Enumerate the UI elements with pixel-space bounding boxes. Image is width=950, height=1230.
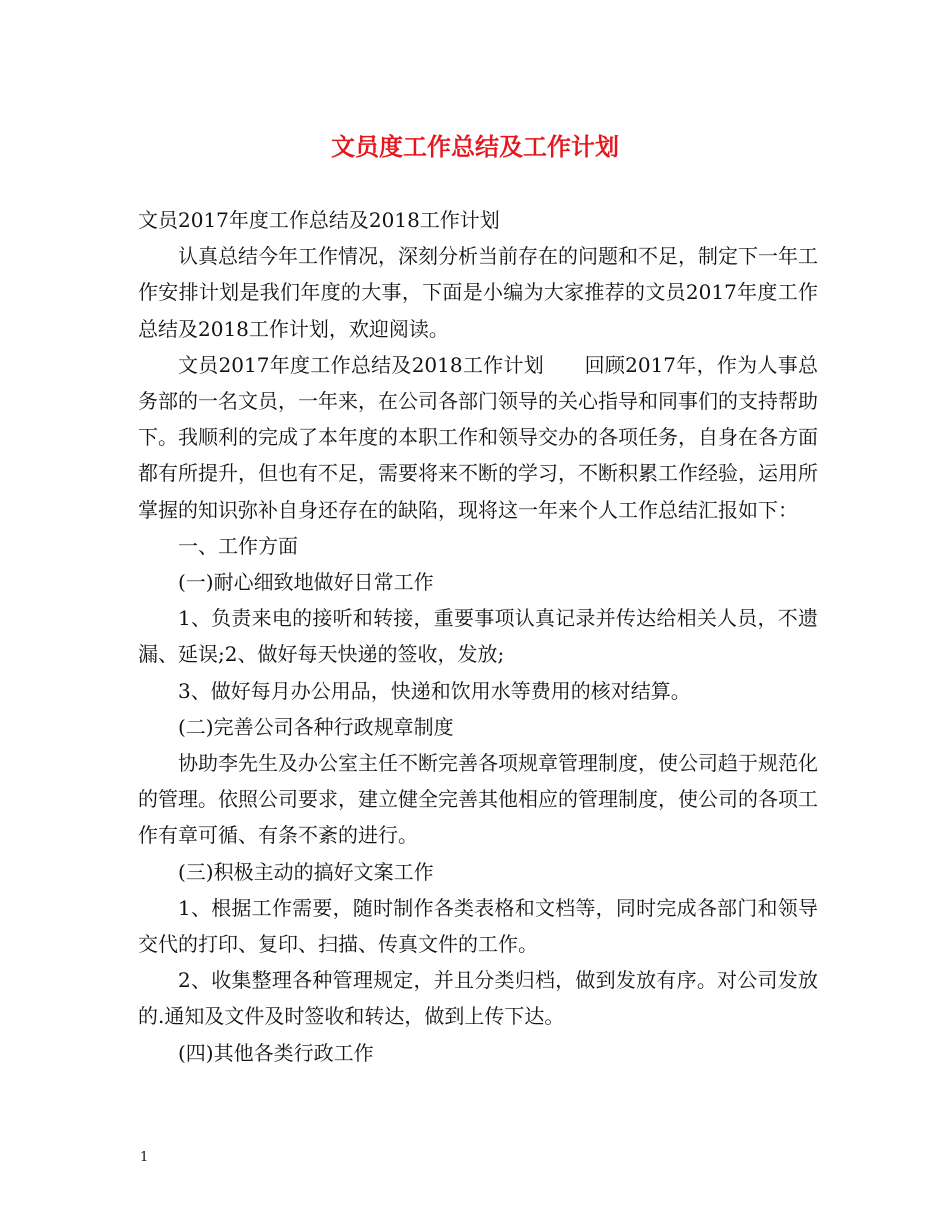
- paragraph-daily-item-3: 3、做好每月办公用品，快递和饮用水等费用的核对结算。: [178, 678, 691, 703]
- paragraph-documents-item-2: 2、收集整理各种管理规定，并且分类归档，做到发放有序。对公司发放的.通知及文件及时签收和转达，做到上传下达。: [138, 968, 818, 1029]
- section-heading-work: 一、工作方面: [178, 533, 298, 558]
- page-number: 1: [140, 1150, 149, 1165]
- subsection-heading-regulations: (二)完善公司各种行政规章制度: [178, 714, 454, 739]
- paragraph-regulations: 协助李先生及办公室主任不断完善各项规章管理制度，使公司趋于规范化的管理。依照公司要求，建立健全完善其他相应的管理制度，使公司的各项工作有章可循、有条不紊的进行。: [138, 751, 818, 848]
- document-subtitle: 文员2017年度工作总结及2018工作计划: [138, 208, 500, 232]
- document-body: [138, 202, 818, 1071]
- subsection-heading-other-admin: (四)其他各类行政工作: [178, 1040, 374, 1065]
- paragraph-daily-item-1-2: 1、负责来电的接听和转接，重要事项认真记录并传达给相关人员，不遗漏、延误;2、做好每天快递的签收，发放;: [138, 606, 818, 667]
- document-title: 文员度工作总结及工作计划: [331, 133, 619, 161]
- subsection-heading-documents: (三)积极主动的搞好文案工作: [178, 859, 434, 884]
- paragraph-review: 文员2017年度工作总结及2018工作计划 回顾2017年，作为人事总务部的一名文员，一年来，在公司各部门领导的关心指导和同事们的支持帮助下。我顺利的完成了本年度的本职工作和领导交办的各项任务，自身在各方面都有所提升，但也有不足，需要将来不断的学习，不断积累工作经验，运用所掌握的知识弥补自身还存在的缺陷，现将这一年来个人工作总结汇报如下：: [138, 352, 818, 522]
- paragraph-documents-item-1: 1、根据工作需要，随时制作各类表格和文档等，同时完成各部门和领导交代的打印、复印、扫描、传真文件的工作。: [138, 895, 818, 957]
- paragraph-intro: 认真总结今年工作情况，深刻分析当前存在的问题和不足，制定下一年工作安排计划是我们年度的大事，下面是小编为大家推荐的文员2017年度工作总结及2018工作计划，欢迎阅读。: [138, 244, 818, 341]
- subsection-heading-daily-work: (一)耐心细致地做好日常工作: [178, 570, 434, 595]
